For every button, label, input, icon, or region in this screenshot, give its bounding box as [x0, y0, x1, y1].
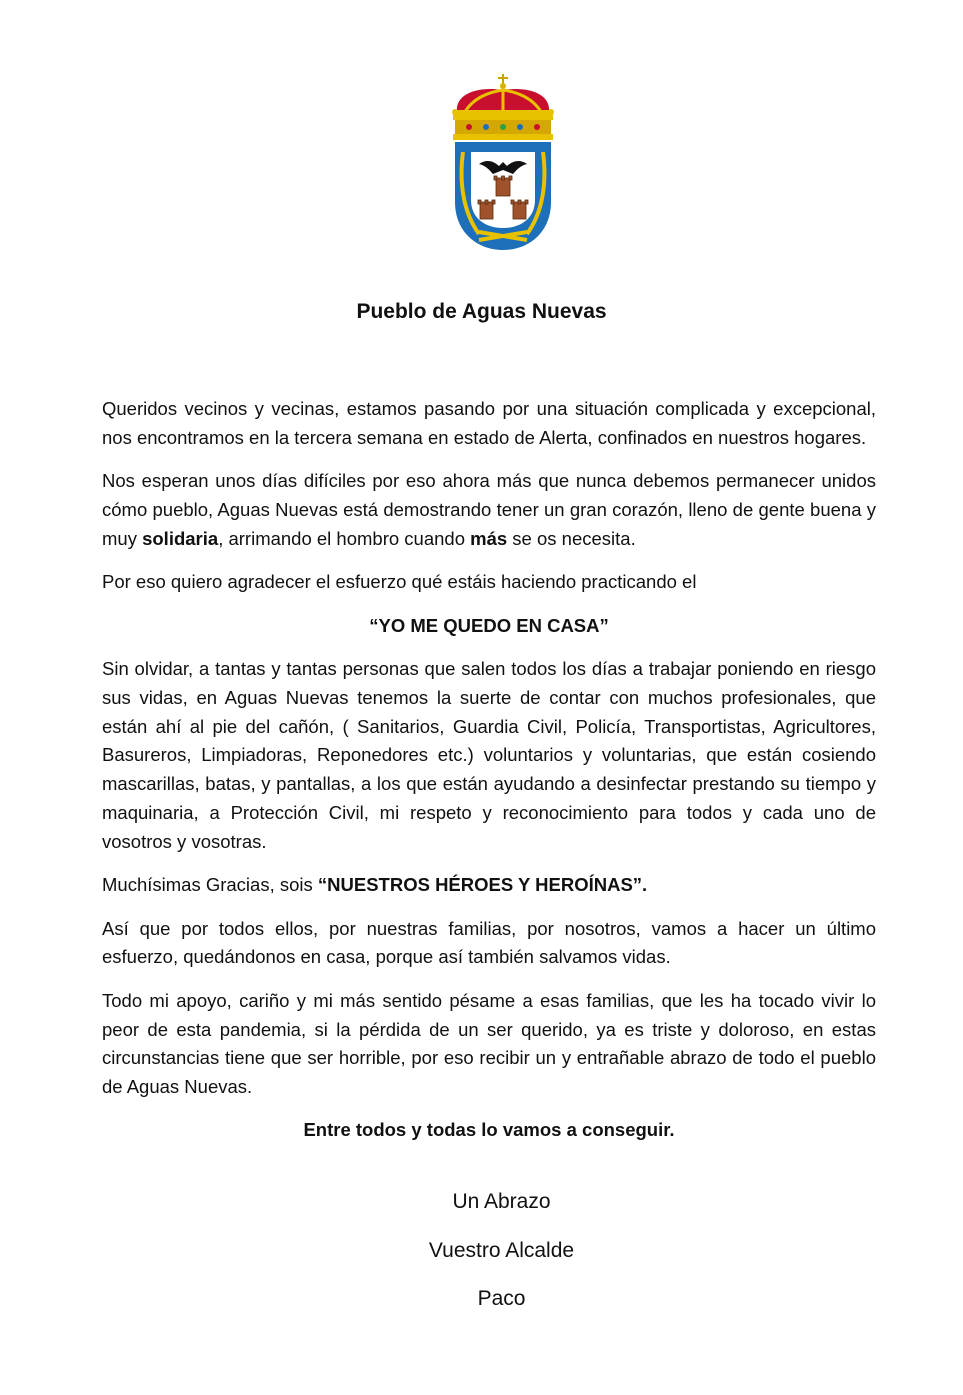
signature-block [0, 1186, 963, 1332]
bold-heroes: “NUESTROS HÉROES Y HEROÍNAS”. [317, 874, 648, 896]
paragraph-unity-text: Nos esperan unos días difíciles por eso ahora más que nunca debemos permanecer unidos cómo pueblo, Aguas Nuevas está demostrando tener un gran corazón, lleno de gente buena y muy [102, 470, 876, 549]
paragraph-heroes-text: Muchísimas Gracias, sois [102, 874, 318, 896]
bold-solidaria: solidaria [142, 527, 219, 549]
closing-role: Vuestro Alcalde [428, 1238, 575, 1262]
paragraph-unity-text-3: se os necesita. [507, 527, 636, 549]
bold-mas: más [470, 527, 508, 549]
slogan-text: “YO ME QUEDO EN CASA” [369, 614, 609, 636]
paragraph-together [102, 1116, 876, 1145]
paragraph-unity-text-2: , arrimando el hombro cuando [218, 527, 471, 549]
paragraph-condolences: Todo mi apoyo, cariño y mi más sentido pésame a esas familias, que les ha tocado vivir lo peor de esta pandemia, si la pérdida de un ser querido, ya es triste y doloroso, en estas circunstancias tiene que ser horrible, por eso recibir un y entrañable abrazo de todo el pueblo de Aguas Nuevas. [102, 989, 876, 1098]
letter-body [102, 395, 876, 1160]
paragraph-unity [102, 467, 876, 553]
paragraph-workers: Sin olvidar, a tantas y tantas personas que salen todos los días a trabajar poniendo en riesgo sus vidas, en Aguas Nuevas tenemos la suerte de contar con muchos profesionales, que están ahí al pie del cañón, ( Sanitarios, Guardia Civil, Policía, Transportistas, Agricultores, Basureros, Limpiadoras, Reponedores etc.) voluntarios y voluntarias, que están cosiendo mascarillas, batas, y pantallas, a los que están ayudando a desinfectar prestando su tiempo y maquinaria, a Protección Civil, mi respeto y reconocimiento para todos y cada uno de vosotros y vosotras. [102, 657, 876, 852]
closing-greeting: Un Abrazo [452, 1190, 551, 1213]
coat-of-arms-icon [449, 72, 557, 254]
slogan [102, 612, 876, 641]
shield [455, 142, 551, 250]
paragraph-intro: Queridos vecinos y vecinas, estamos pasando por una situación complicada y excepcional, nos encontramos en la tercera semana en estado de Alerta, confinados en nuestros hogares. [102, 398, 876, 448]
crown [452, 74, 554, 140]
paragraph-heroes [102, 871, 876, 900]
page-title: Pueblo de Aguas Nuevas [356, 300, 607, 323]
paragraph-thanks: Por eso quiero agradecer el esfuerzo qué estáis haciendo practicando el [102, 571, 697, 593]
paragraph-effort: Así que por todos ellos, por nuestras familias, por nosotros, vamos a hacer un último esfuerzo, quedándonos en casa, porque así también salvamos vidas. [102, 917, 876, 968]
closing-name: Paco [477, 1287, 526, 1310]
together-text: Entre todos y todas lo vamos a conseguir. [303, 1119, 675, 1141]
